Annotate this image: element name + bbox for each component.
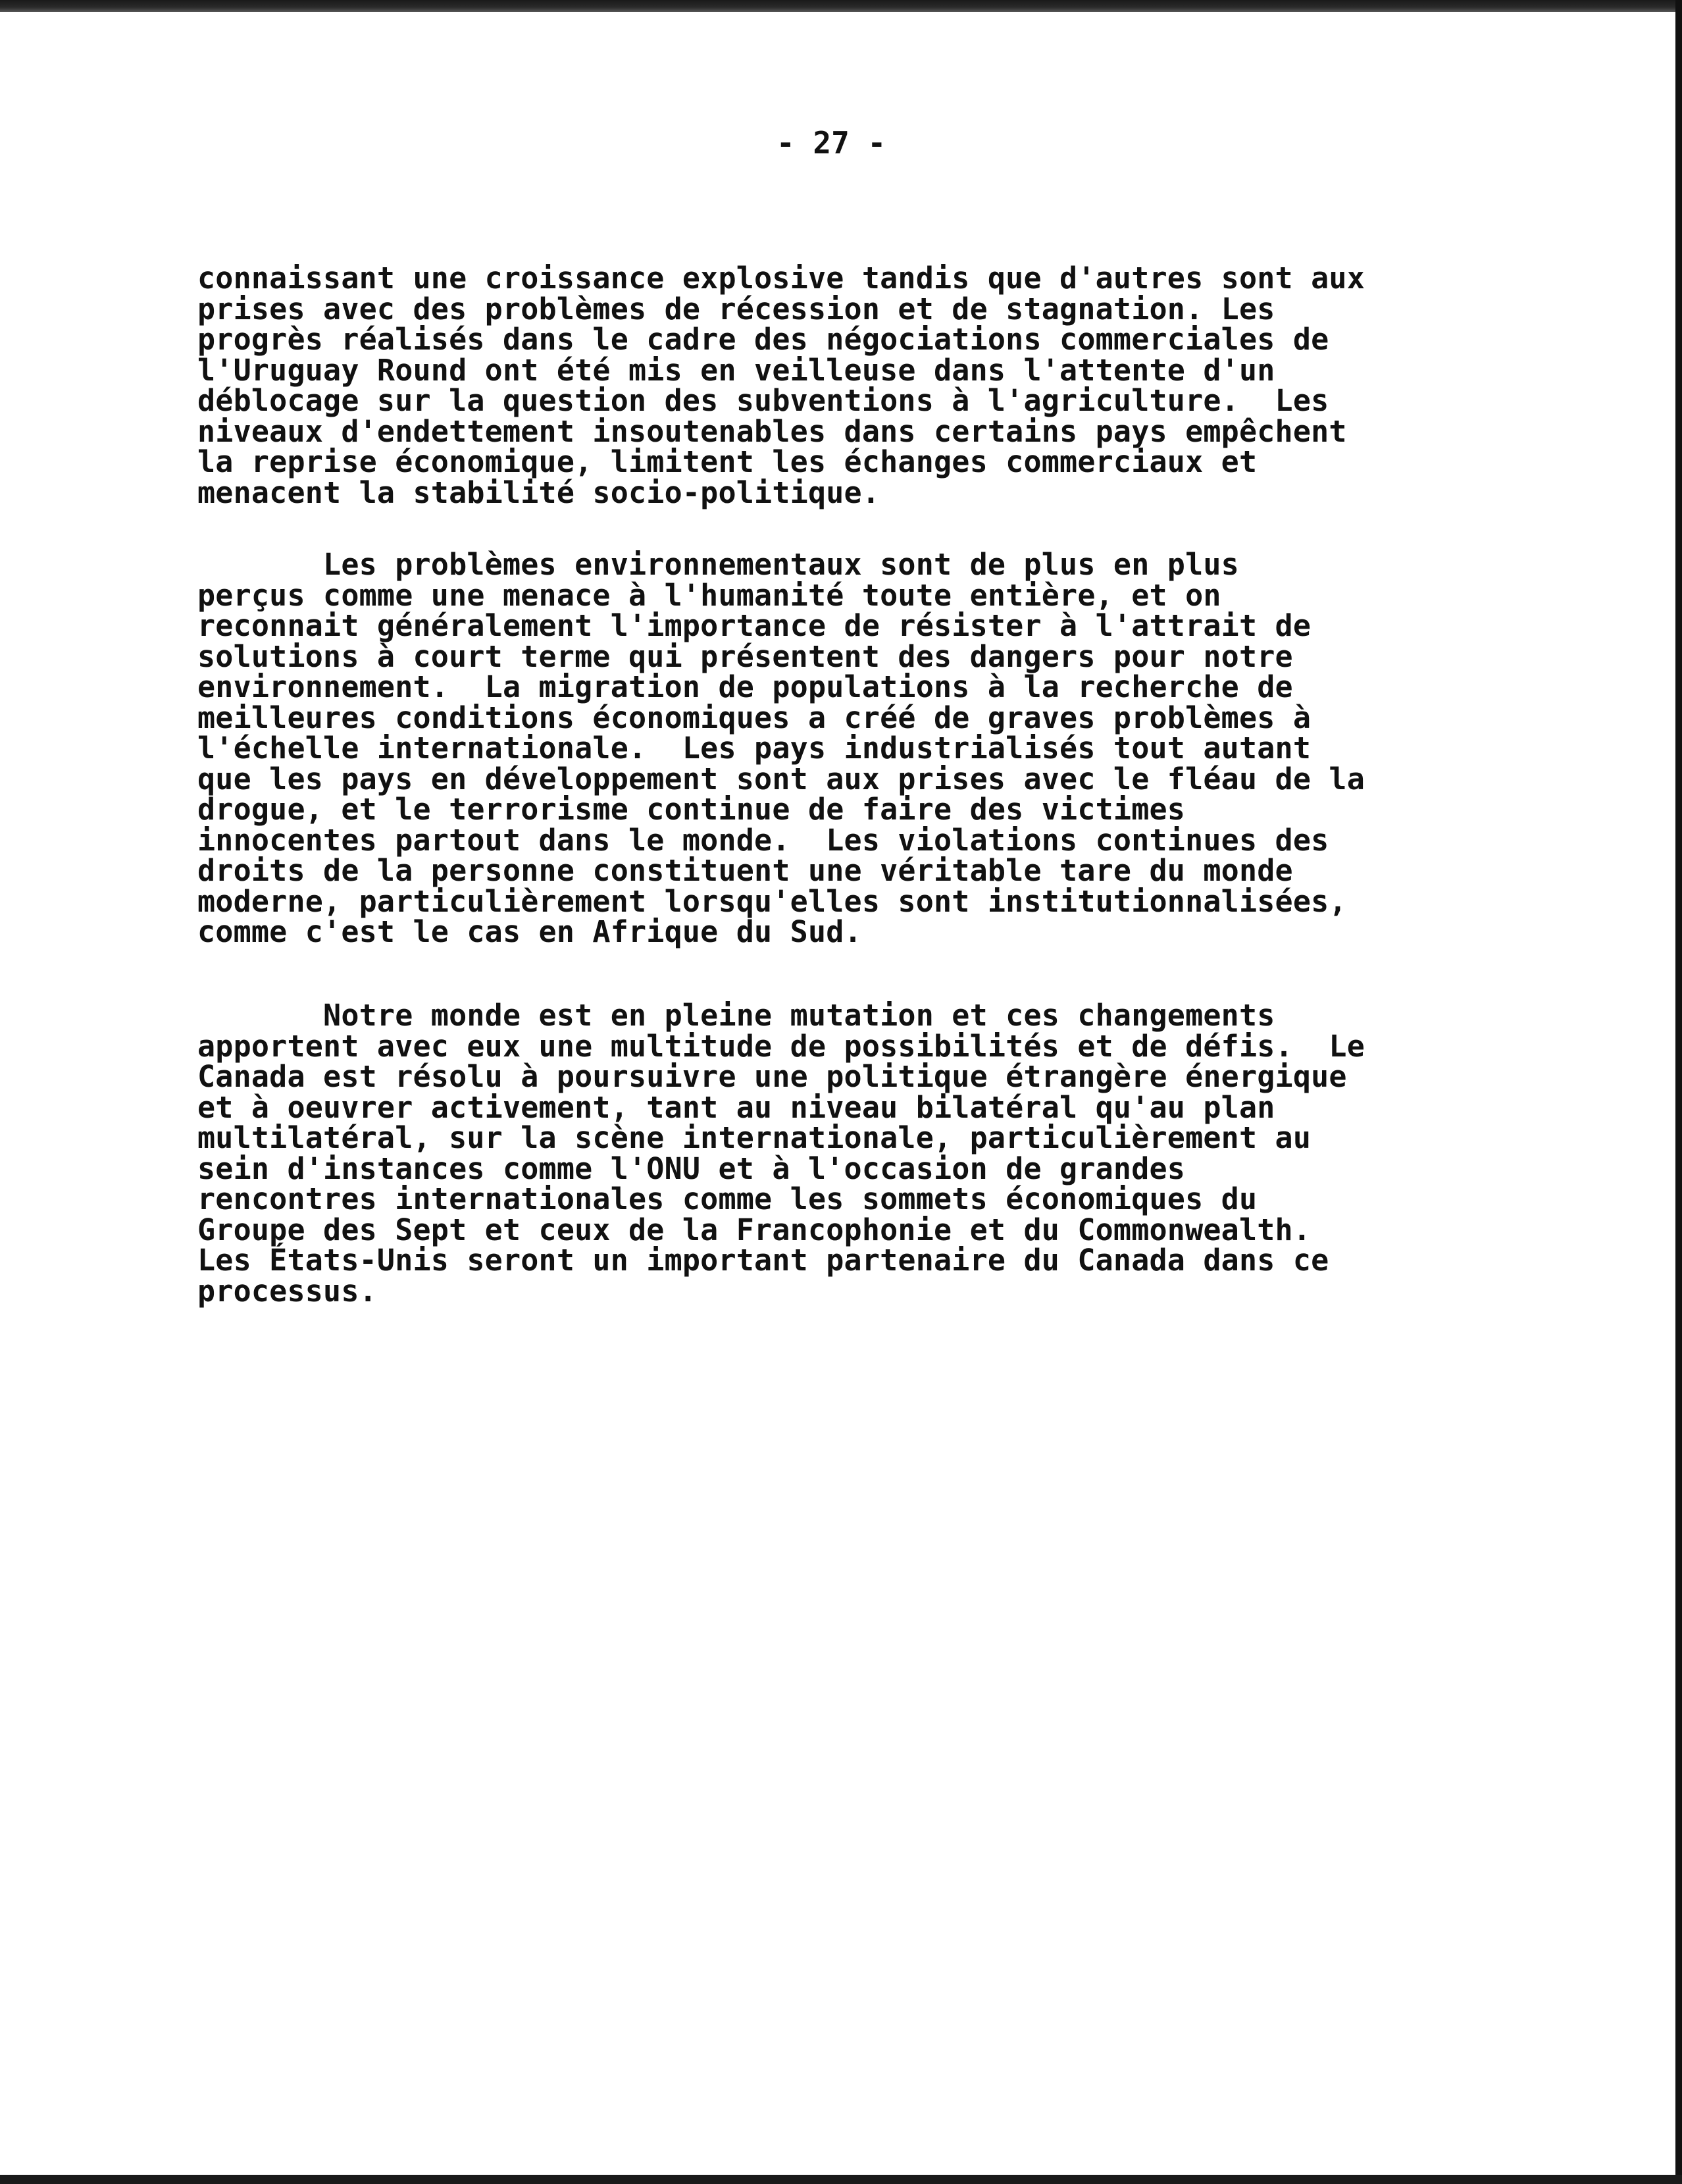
text-line: multilatéral, sur la scène internationale, particulièrement au	[197, 1120, 1312, 1155]
text-line: niveaux d'endettement insoutenables dans certains pays empêchent	[197, 413, 1347, 449]
text-line: droits de la personne constituent une véritable tare du monde	[197, 853, 1293, 888]
text-line: innocentes partout dans le monde. Les violations continues des	[197, 822, 1329, 858]
text-line: perçus comme une menace à l'humanité toute entière, et on	[197, 577, 1221, 613]
text-line: drogue, et le terrorisme continue de faire des victimes	[197, 792, 1186, 827]
text-line: environnement. La migration de populations à la recherche de	[197, 669, 1293, 704]
text-line: l'Uruguay Round ont été mis en veilleuse dans l'attente d'un	[197, 352, 1275, 388]
text-line: moderne, particulièrement lorsqu'elles sont institutionnalisées,	[197, 883, 1347, 919]
text-line: rencontres internationales comme les sommets économiques du	[197, 1182, 1258, 1216]
text-line: Notre monde est en pleine mutation et ces changements	[197, 998, 1275, 1033]
text-line: que les pays en développement sont aux prises avec le fléau de la	[197, 761, 1365, 796]
text-line: Canada est résolu à poursuivre une politique étrangère énergique	[197, 1059, 1347, 1094]
text-line: reconnait généralement l'importance de résister à l'attrait de	[197, 608, 1312, 643]
text-line: sein d'instances comme l'ONU et à l'occasion de grandes	[197, 1151, 1186, 1186]
text-line: solutions à court terme qui présentent des dangers pour notre	[197, 638, 1293, 674]
text-line: Les États-Unis seront un important partenaire du Canada dans ce	[197, 1243, 1329, 1278]
text-line: progrès réalisés dans le cadre des négociations commerciales de	[197, 322, 1329, 357]
scan-bottom-border	[0, 2175, 1682, 2184]
text-line: apportent avec eux une multitude de possibilités et de défis. Le	[197, 1028, 1365, 1064]
text-line: meilleures conditions économiques a créé de graves problèmes à	[197, 700, 1312, 735]
text-line: la reprise économique, limitent les échanges commerciaux et	[197, 444, 1258, 479]
text-line: déblocage sur la question des subventions à l'agriculture. Les	[197, 383, 1329, 418]
text-line: l'échelle internationale. Les pays industrialisés tout autant	[197, 731, 1312, 766]
text-line: comme c'est le cas en Afrique du Sud.	[197, 914, 862, 949]
page-number: - 27 -	[777, 125, 886, 161]
text-line: prises avec des problèmes de récession et de stagnation. Les	[197, 291, 1275, 326]
text-line: menacent la stabilité socio-politique.	[197, 475, 880, 510]
scan-right-border	[1675, 0, 1682, 2184]
text-line: connaissant une croissance explosive tandis que d'autres sont aux	[197, 261, 1365, 296]
text-line: et à oeuvrer activement, tant au niveau bilatéral qu'au plan	[197, 1089, 1275, 1125]
scan-top-border	[0, 0, 1682, 12]
text-line: processus.	[197, 1273, 377, 1309]
text-line: Les problèmes environnementaux sont de plus en plus	[197, 547, 1239, 582]
text-line: Groupe des Sept et ceux de la Francophonie et du Commonwealth.	[197, 1212, 1312, 1247]
